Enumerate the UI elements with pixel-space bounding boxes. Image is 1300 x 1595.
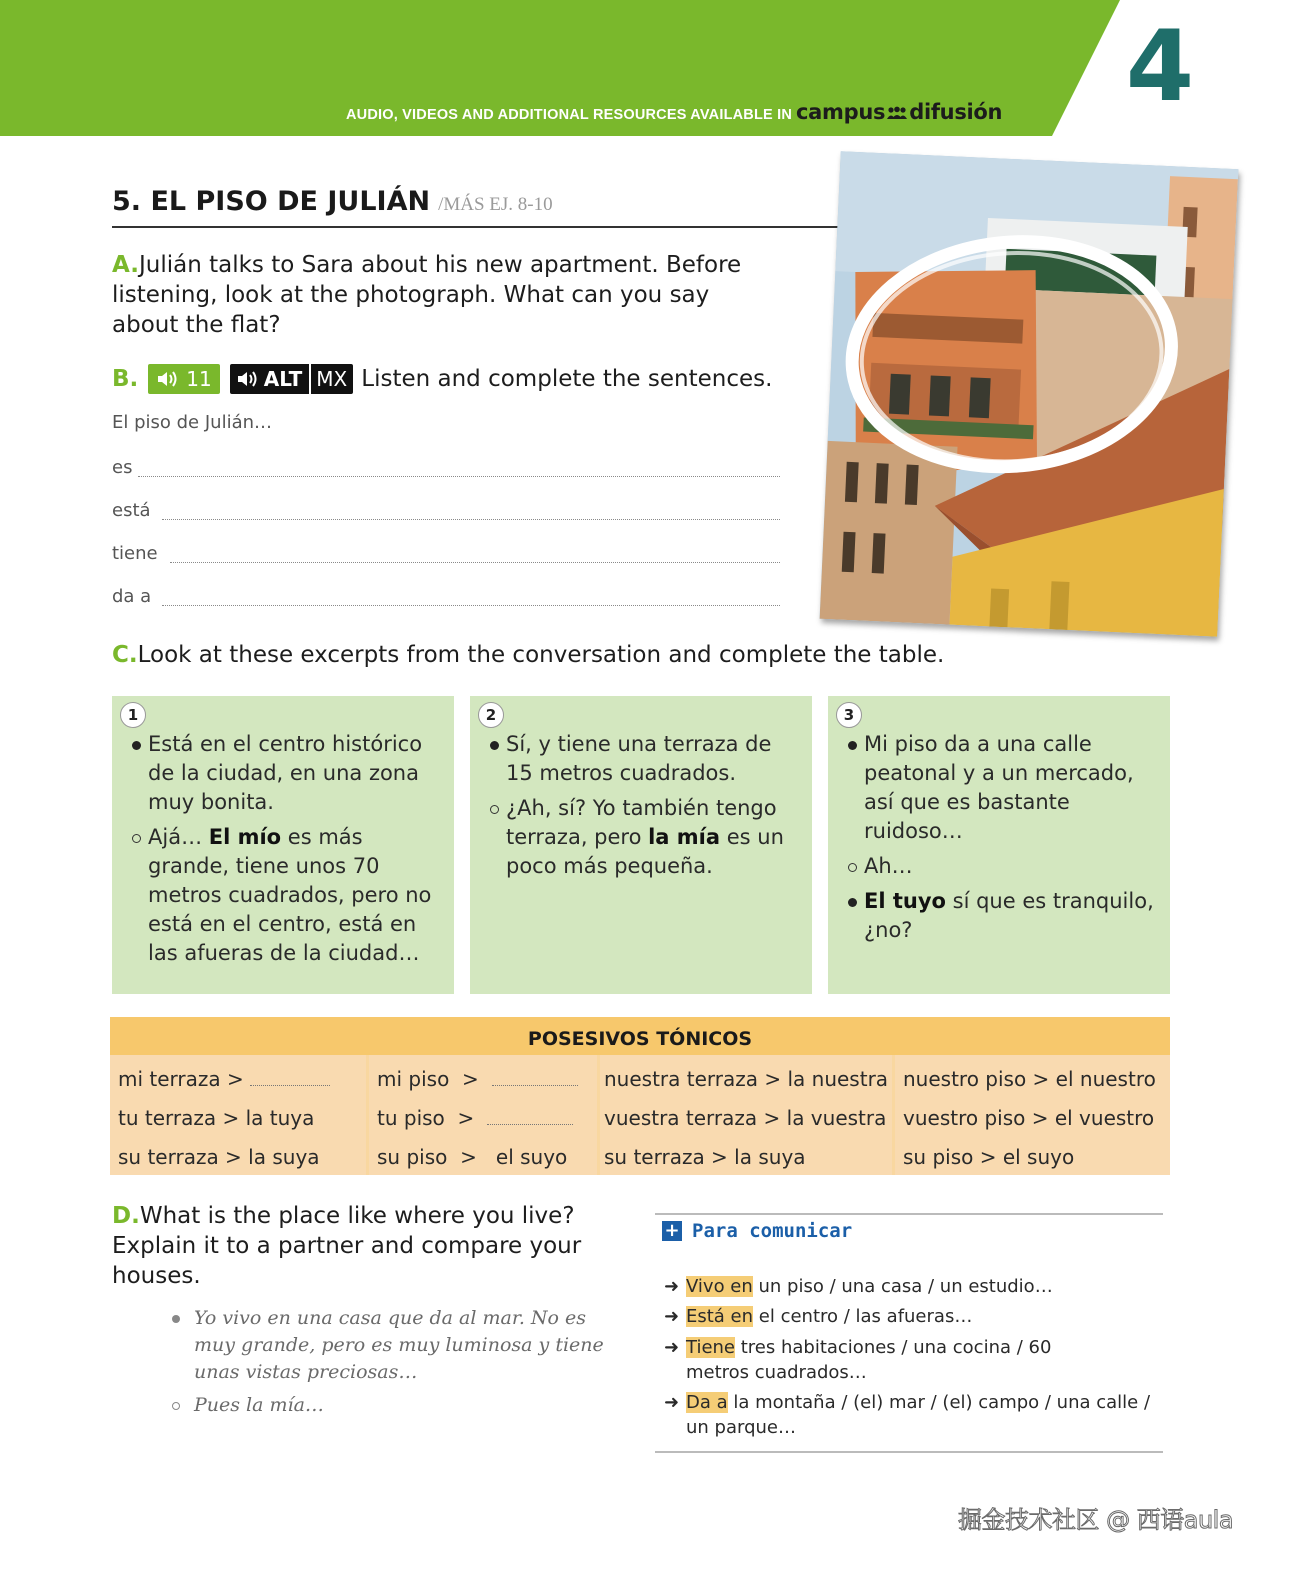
posesivos-table: [110, 1017, 1170, 1175]
answer-blank[interactable]: [250, 1085, 330, 1086]
speaker-a-bullet: [132, 741, 141, 750]
posesivos-column-feminine-plural-owner: [600, 1055, 892, 1175]
excerpt-dialogue: [490, 730, 804, 887]
alt-label: ALT: [263, 367, 303, 391]
section-title-text: 5. EL PISO DE JULIÁN: [112, 186, 431, 217]
campus-difusion-logo[interactable]: campus difusión: [796, 100, 1003, 124]
table-cell: mi terraza >: [118, 1067, 330, 1091]
speaker-b-bullet: [848, 863, 857, 872]
title-divider: [112, 226, 848, 228]
answer-line-da-a[interactable]: [162, 605, 780, 606]
table-cell: nuestro piso > el nuestro: [903, 1067, 1156, 1091]
people-icon: [886, 106, 908, 120]
activity-d-letter: D.: [112, 1203, 140, 1229]
table-cell: nuestra terraza > la nuestra: [604, 1067, 889, 1091]
excerpt-dialogue: [132, 730, 446, 974]
speaker-a-bullet: [848, 898, 857, 907]
activity-b-text: Listen and complete the sentences.: [361, 366, 773, 392]
alt-audio-button[interactable]: [230, 364, 354, 394]
activity-c: [112, 640, 944, 670]
table-cell: vuestro piso > el vuestro: [903, 1106, 1155, 1130]
audio-track-button[interactable]: [148, 364, 219, 394]
table-cell: su piso > el suyo: [903, 1145, 1075, 1169]
activity-b-letter: B.: [112, 366, 139, 392]
mx-label: MX: [309, 364, 347, 394]
dialogue-line: Mi piso da a una calle peatonal y a un mercado, así que es bastante ruidoso…: [848, 730, 1162, 846]
para-comunicar-top-rule: [655, 1213, 1163, 1215]
sentence-stem-esta: está: [112, 500, 151, 521]
building-illustration: [820, 151, 1239, 637]
excerpt-number: 3: [836, 702, 862, 728]
posesivos-column-masculine-singular: [369, 1055, 597, 1175]
communication-phrase: ➜ Vivo en un piso / una casa / un estudio…: [664, 1276, 1053, 1297]
activity-c-letter: C.: [112, 642, 138, 668]
speaker-icon: [236, 369, 260, 389]
excerpt-box-2: [470, 696, 812, 994]
posesivos-column-masculine-plural-owner: [895, 1055, 1170, 1175]
excerpt-box-3: [828, 696, 1170, 994]
communication-phrase: ➜ Está en el centro / las afueras…: [664, 1306, 973, 1327]
dialogue-line: El tuyo sí que es tranquilo, ¿no?: [848, 887, 1162, 945]
speaker-icon: [156, 369, 180, 389]
answer-line-tiene[interactable]: [170, 562, 780, 563]
activity-c-text: Look at these excerpts from the conversation and complete the table.: [137, 642, 945, 668]
activity-b: [112, 364, 772, 394]
table-cell: vuestra terraza > la vuestra: [604, 1106, 887, 1130]
speaker-a-bullet: [490, 741, 499, 750]
table-cell: su piso > el suyo: [377, 1145, 568, 1169]
sentence-intro: El piso de Julián…: [112, 412, 273, 433]
table-cell: su terraza > la suya: [118, 1145, 320, 1169]
speaker-b-bullet: [172, 1402, 180, 1410]
table-cell: mi piso >: [377, 1067, 578, 1091]
table-cell: tu terraza > la tuya: [118, 1106, 315, 1130]
dialogue-line: Ajá… El mío es más grande, tiene unos 70 metros cuadrados, pero no está en el centro, está en las afueras de la ciudad…: [132, 823, 446, 968]
excerpt-box-1: [112, 696, 454, 994]
speaker-b-bullet: [490, 805, 499, 814]
unit-number: 4: [1125, 10, 1195, 124]
activity-d: [112, 1201, 612, 1291]
answer-line-es[interactable]: [138, 476, 780, 477]
dialogue-line: ¿Ah, sí? Yo también tengo terraza, pero la mía es un poco más pequeña.: [490, 794, 804, 881]
dialogue-line: Sí, y tiene una terraza de 15 metros cuadrados.: [490, 730, 804, 788]
sentence-stem-da-a: da a: [112, 586, 152, 607]
activity-a: [112, 250, 752, 340]
dialogue-line: Ah…: [848, 852, 1162, 881]
arrow-right-icon: ➜: [664, 1337, 680, 1358]
table-cell: tu piso >: [377, 1106, 573, 1130]
header-band: [0, 0, 1300, 140]
dialogue-line: Está en el centro histórico de la ciudad, en una zona muy bonita.: [132, 730, 446, 817]
excerpt-number: 2: [478, 702, 504, 728]
table-cell: su terraza > la suya: [604, 1145, 806, 1169]
arrow-right-icon: ➜: [664, 1392, 680, 1413]
sentence-stem-es: es: [112, 457, 133, 478]
example-dialogue-line-2: Pues la mía…: [172, 1392, 324, 1419]
activity-a-text: Julián talks to Sara about his new apartment. Before listening, look at the photograph. What can you say about the flat?: [112, 252, 742, 338]
resources-text: AUDIO, VIDEOS AND ADDITIONAL RESOURCES AVAILABLE IN: [346, 107, 793, 123]
watermark: 掘金技术社区 @ 西语aula: [958, 1506, 1234, 1534]
arrow-right-icon: ➜: [664, 1276, 680, 1297]
excerpt-number: 1: [120, 702, 146, 728]
activity-d-text: What is the place like where you live? Explain it to a partner and compare your houses.: [112, 1203, 582, 1289]
para-comunicar-title: + Para comunicar: [662, 1220, 852, 1242]
para-comunicar-bottom-rule: [655, 1451, 1163, 1453]
speaker-a-bullet: [172, 1315, 180, 1323]
plus-icon: +: [662, 1221, 682, 1241]
speaker-b-bullet: [132, 834, 141, 843]
communication-phrase: ➜ Da a la montaña / (el) mar / (el) campo / una calle / un parque…: [664, 1392, 1151, 1438]
answer-blank[interactable]: [492, 1085, 578, 1086]
example-dialogue-line-1: Yo vivo en una casa que da al mar. No es muy grande, pero es muy luminosa y tiene unas vistas preciosas…: [172, 1305, 612, 1386]
speaker-a-bullet: [848, 741, 857, 750]
resources-banner: [346, 100, 1002, 124]
answer-blank[interactable]: [487, 1124, 573, 1125]
excerpt-dialogue: [848, 730, 1162, 951]
apartment-photo: [820, 151, 1239, 637]
answer-line-esta[interactable]: [162, 519, 780, 520]
posesivos-column-feminine-singular: [110, 1055, 366, 1175]
activity-a-letter: A.: [112, 252, 139, 278]
posesivos-table-title: POSESIVOS TÓNICOS: [110, 1017, 1170, 1055]
communication-phrase: ➜ Tiene tres habitaciones / una cocina / 60 metros cuadrados…: [664, 1337, 1052, 1383]
section-exercise-ref: /MÁS EJ. 8-10: [438, 194, 553, 215]
track-number: 11: [186, 367, 212, 391]
section-title: [112, 186, 553, 217]
arrow-right-icon: ➜: [664, 1306, 680, 1327]
sentence-stem-tiene: tiene: [112, 543, 158, 564]
